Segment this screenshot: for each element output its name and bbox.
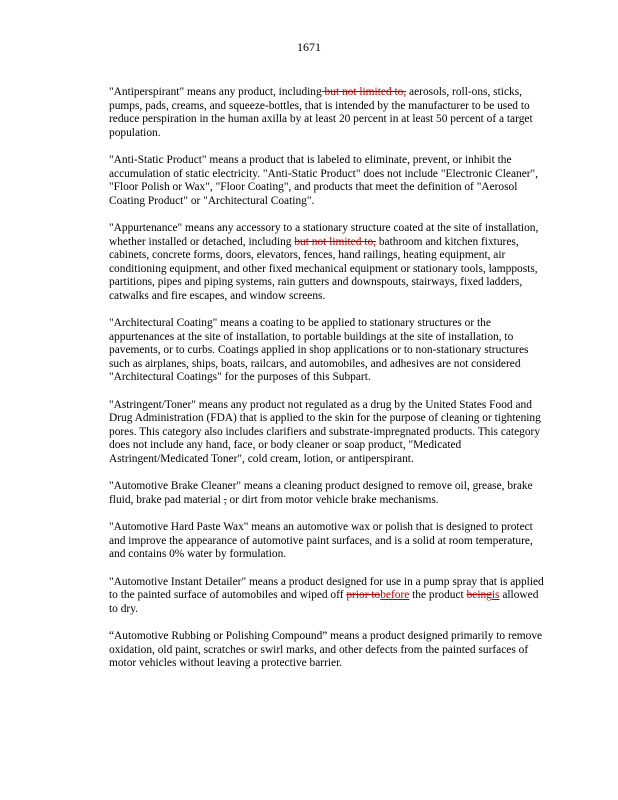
inserted-text: before xyxy=(380,589,410,601)
deleted-text: but not limited to, xyxy=(321,86,407,98)
definition-text: bathroom and kitchen fixtures, cabinets, concrete forms, doors, elevators, fences, hand railings, heating equipment, air conditioning equipment, and other fixed mechanical equipment or stationary tools, lampposts, partitions, pipes and piping systems, rain gutters and downspouts, stairways, fixed ladders, catwalks and fire escapes, and window screens. xyxy=(109,235,538,302)
definition-text: "Architectural Coating" means a coating to be applied to stationary structures or the appurtenances at the site of installation, to portable buildings at the site of installation, to pavements, or to curbs. Coatings applied in shop applications or to non-stationary structures such as airplanes, ships, boats, railcars, and automobiles, and adhesives are not considered "Architectural Coatings" for the purposes of this Subpart. xyxy=(109,317,529,383)
definition-text: or dirt from motor vehicle brake mechanisms. xyxy=(226,493,439,506)
definition-text: allowed to dry. xyxy=(109,589,539,615)
definitions-body xyxy=(109,86,549,685)
definition-text: "Automotive Brake Cleaner" means a cleaning product designed to remove oil, grease, brake fluid, brake pad material xyxy=(109,480,533,506)
deleted-text: , xyxy=(223,493,227,506)
definition-text: "Anti-Static Product" means a product that is labeled to eliminate, prevent, or inhibit the accumulation of static electricity. "Anti-Static Product" does not include "Electronic Cleaner", "Floor Polish or Wax", "Floor Coating", and products that meet the definition of "Aerosol Coating Product" or "Architectural Coating". xyxy=(109,154,539,207)
deleted-text: but not limited to, xyxy=(294,235,376,248)
definition-text: "Appurtenance" means any accessory to a stationary structure coated at the site of installation, whether installed or detached, including xyxy=(109,222,539,248)
definition-paragraph xyxy=(109,317,549,385)
definition-paragraph xyxy=(109,480,549,507)
page-number: 1671 xyxy=(297,40,321,54)
definition-text: "Automotive Instant Detailer" means a product designed for use in a pump spray that is applied to the painted surface of automobiles and wiped off xyxy=(109,575,544,601)
definition-paragraph xyxy=(109,630,549,671)
inserted-text: is xyxy=(491,589,500,601)
definition-text: "Astringent/Toner" means any product not regulated as a drug by the United States Food and Drug Administration (FDA) that is applied to the skin for the purpose of cleaning or tightening pores. This category also includes clarifiers and substrate-impregnated products. This category does not include any hand, face, or body cleaner or soap product, "Medicated Astringent/Medicated Toner", cold cream, lotion, or antiperspirant. xyxy=(109,398,541,465)
definition-text: "Antiperspirant" means any product, including xyxy=(109,86,322,98)
definition-paragraph xyxy=(109,576,549,617)
definition-paragraph xyxy=(109,222,549,303)
definition-paragraph xyxy=(109,154,549,208)
definition-text: “Automotive Rubbing or Polishing Compound” means a product designed primarily to remove oxidation, old paint, scratches or swirl marks, and other defects from the painted surfaces of motor vehicles without leaving a protective barrier. xyxy=(109,630,543,669)
definition-text: "Automotive Hard Paste Wax" means an automotive wax or polish that is designed to protect and improve the appearance of automotive paint surfaces, and is a solid at room temperature, and contains 0% water by formulation. xyxy=(109,521,533,560)
definition-text: the product xyxy=(409,589,467,601)
definition-paragraph xyxy=(109,521,549,562)
deleted-text: being xyxy=(466,589,492,601)
definition-paragraph xyxy=(109,399,549,467)
definition-text: aerosols, roll-ons, sticks, pumps, pads, creams, and squeeze-bottles, that is intended by the manufacturer to be used to reduce perspiration in the human axilla by at least 20 percent in at least 50 percent of a target population. xyxy=(109,86,533,139)
deleted-text: prior to xyxy=(346,589,381,601)
definition-paragraph xyxy=(109,86,549,140)
